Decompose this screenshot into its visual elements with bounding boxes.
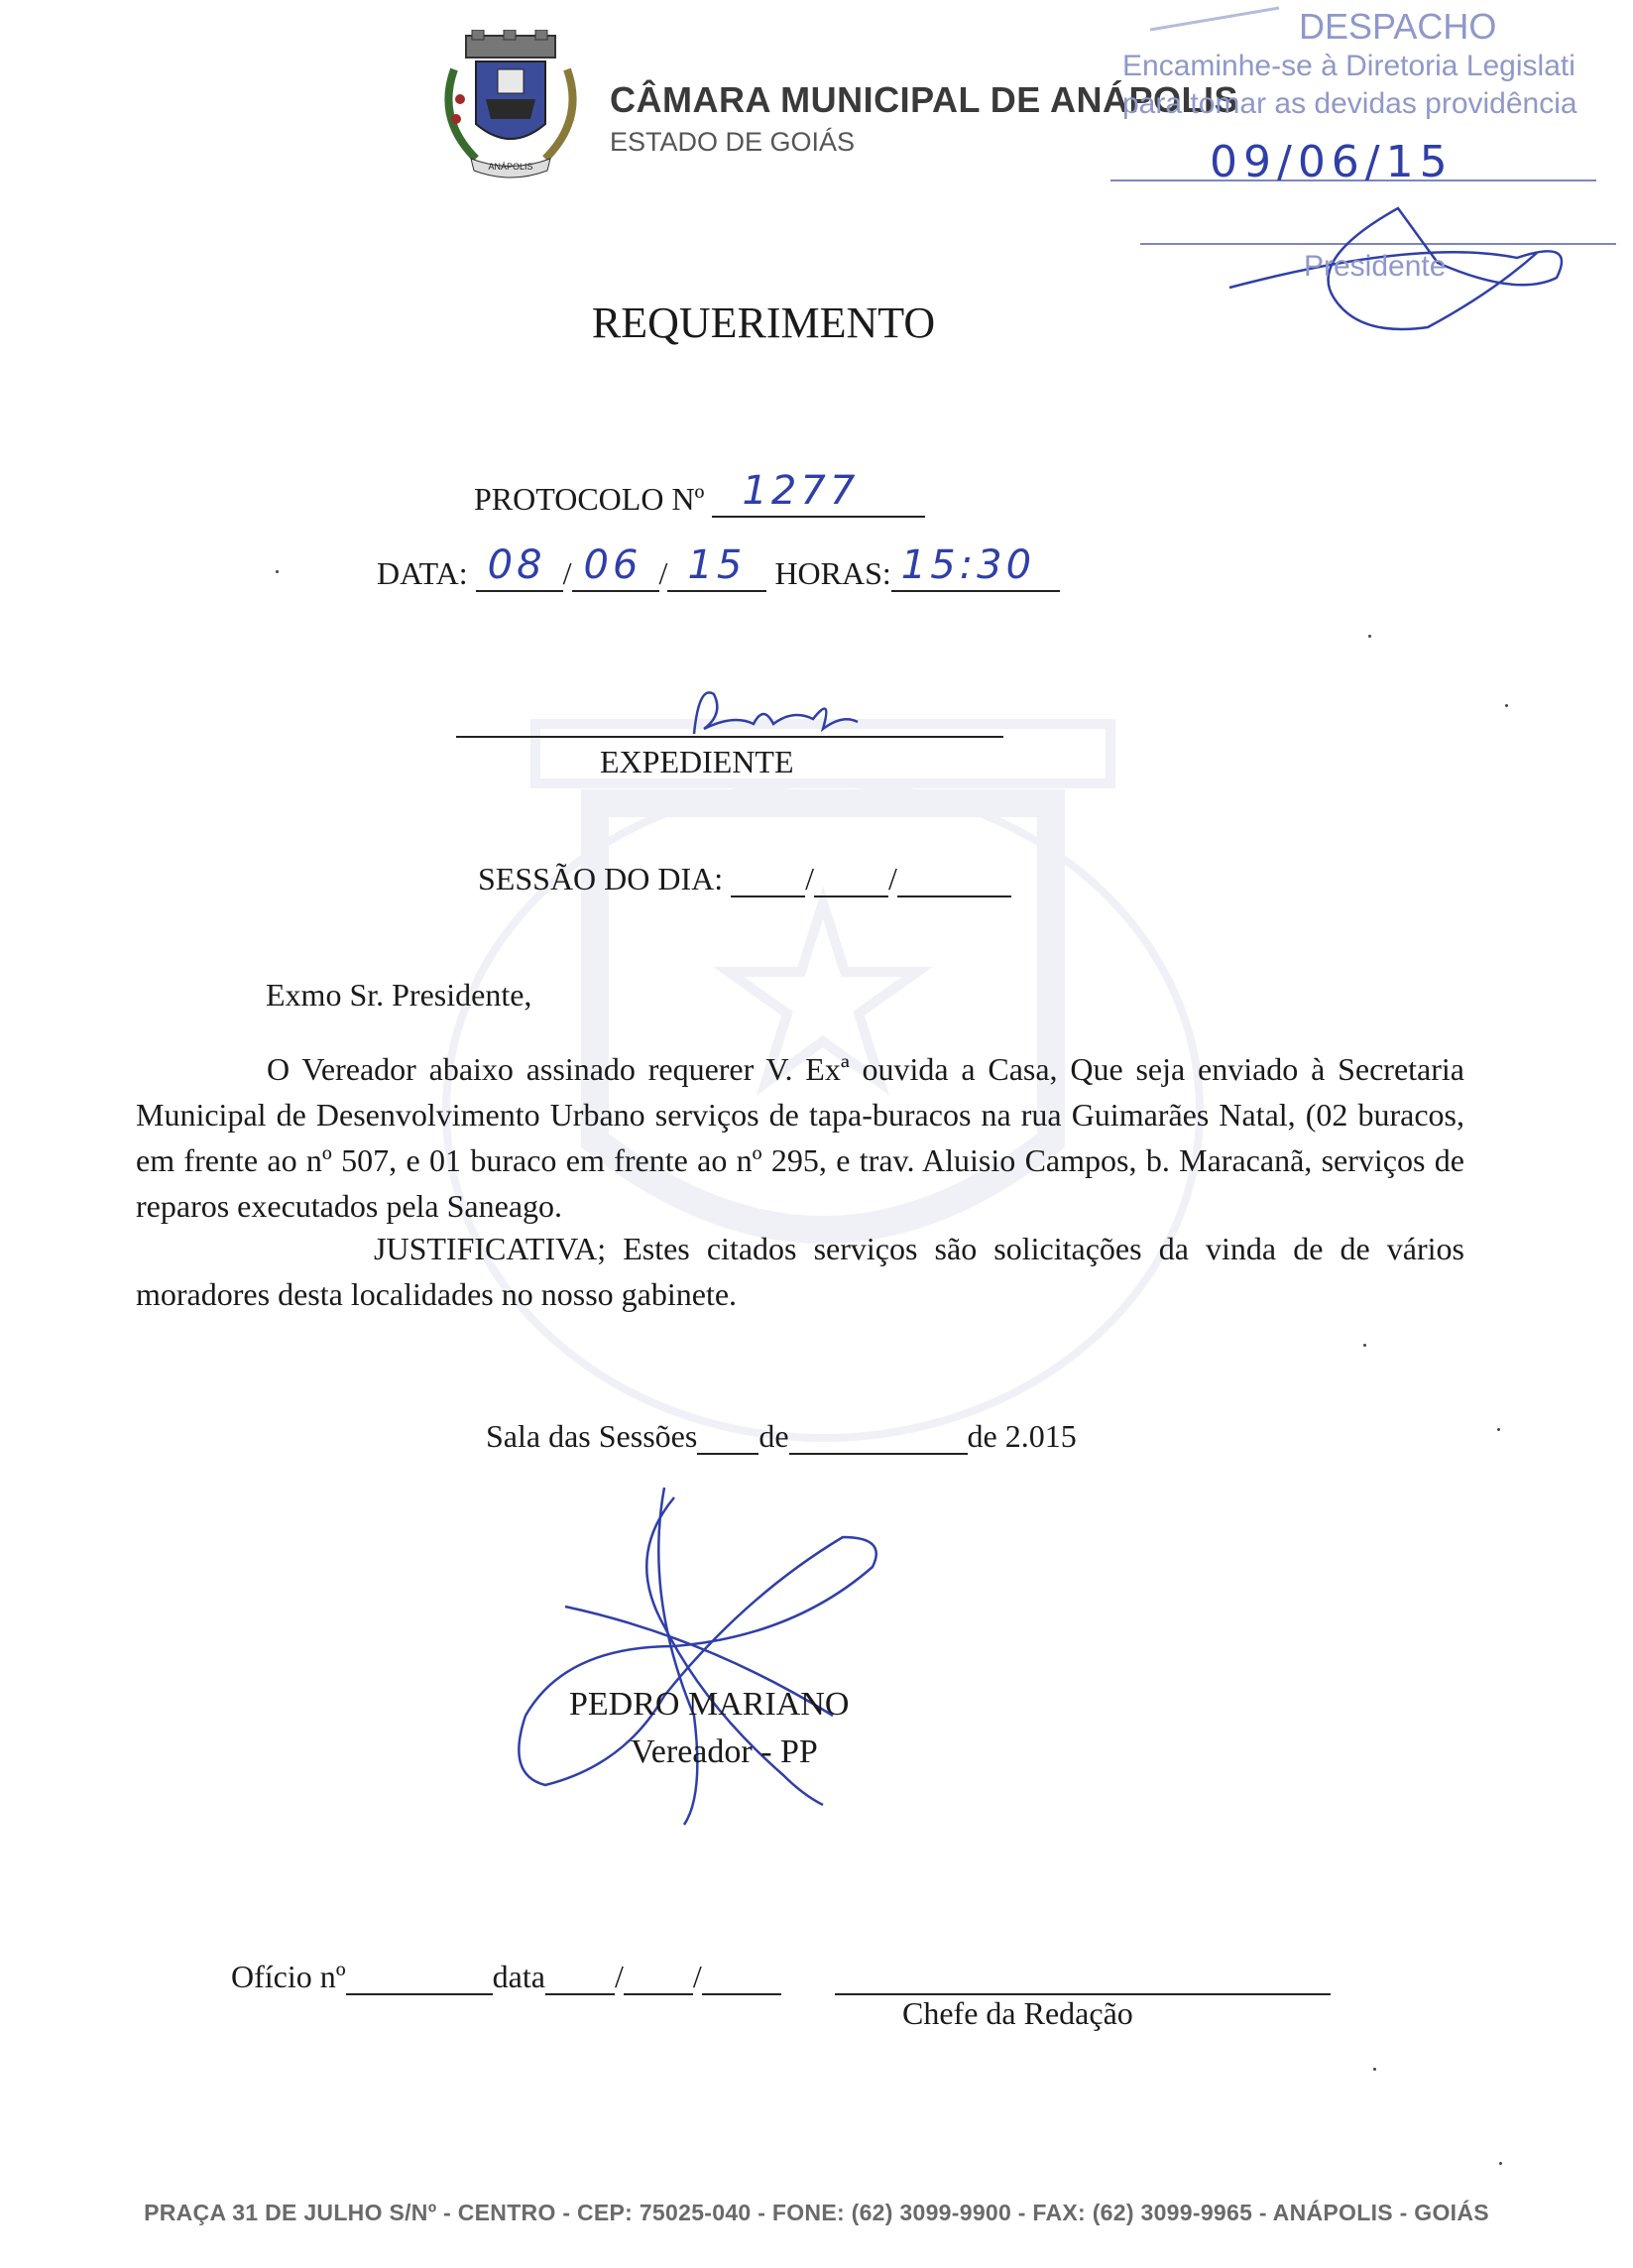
session-row: SESSÃO DO DIA: / / xyxy=(478,861,1011,897)
date-day-value: 08 xyxy=(487,542,546,588)
session-day-field[interactable] xyxy=(731,862,805,897)
oficio-row: Ofício nº data / / xyxy=(231,1959,781,1995)
session-year-field[interactable] xyxy=(897,862,1011,897)
protocol-label: PROTOCOLO Nº xyxy=(474,481,705,517)
vereador-signature xyxy=(506,1478,902,1835)
request-paragraph: O Vereador abaixo assinado requerer V. Exª ouvida a Casa, Que seja enviado à Secretaria Municipal de Desenvolvimento Urbano serviços de tapa-buracos na rua Guimarães Natal, (02 buracos, em frente ao nº 507, e 01 buraco em frente ao nº 295, e trav. Aluisio Campos, b. Maracanã, serviços de reparos executados pela Saneago. xyxy=(136,1051,1464,1224)
protocol-value: 1277 xyxy=(742,468,860,514)
oficio-number-field[interactable] xyxy=(346,1960,493,1995)
chamber-name: CÂMARA MUNICIPAL DE ANÁPOLIS xyxy=(610,79,1238,120)
chefe-label: Chefe da Redação xyxy=(902,1995,1133,2031)
expediente-label: EXPEDIENTE xyxy=(600,744,794,779)
stamp-text-line-1: Encaminhe-se à Diretoria Legislati xyxy=(1122,50,1575,82)
oficio-year-field[interactable] xyxy=(702,1960,781,1995)
footer-address: PRAÇA 31 DE JULHO S/Nº - CENTRO - CEP: 75025-040 - FONE: (62) 3099-9900 - FAX: (62) 3099-9965 - ANÁPOLIS - GOIÁS xyxy=(144,2200,1489,2225)
justification-paragraph: JUSTIFICATIVA; Estes citados serviços são solicitações da vinda de de vários moradores desta localidades no nosso gabinete. xyxy=(136,1231,1464,1312)
coat-of-arms-logo xyxy=(436,30,585,188)
sala-prefix: Sala das Sessões xyxy=(486,1418,698,1454)
date-year-field[interactable] xyxy=(667,542,766,592)
signer-name: PEDRO MARIANO xyxy=(569,1686,850,1723)
protocol-field[interactable] xyxy=(712,468,925,518)
svg-text:ANÁPOLIS: ANÁPOLIS xyxy=(488,162,533,172)
state-name: ESTADO DE GOIÁS xyxy=(610,127,856,157)
session-label: SESSÃO DO DIA: xyxy=(478,861,724,896)
signer-role: Vereador - PP xyxy=(631,1733,818,1770)
date-row: DATA: 08 / 06 / 15 HORAS: 15:30 xyxy=(377,555,1060,592)
date-month-value: 06 xyxy=(583,542,642,588)
sala-month-field[interactable] xyxy=(789,1419,968,1455)
sala-de-label: de xyxy=(758,1418,789,1454)
date-year-value: 15 xyxy=(687,542,747,588)
stamp-president-label: Presidente xyxy=(1304,250,1447,283)
session-month-field[interactable] xyxy=(814,862,888,897)
sala-day-field[interactable] xyxy=(697,1419,758,1455)
date-month-field[interactable] xyxy=(572,542,659,592)
hours-value: 15:30 xyxy=(900,542,1036,588)
sala-das-sessoes-row xyxy=(486,1418,1077,1455)
sala-suffix: de 2.015 xyxy=(967,1418,1077,1454)
oficio-month-field[interactable] xyxy=(624,1960,693,1995)
stamp-text-line-2: para tomar as devidas providência xyxy=(1122,87,1577,120)
date-label: DATA: xyxy=(377,555,468,591)
salutation: Exmo Sr. Presidente, xyxy=(266,977,532,1013)
dispatch-stamp xyxy=(1101,0,1633,337)
oficio-data-label: data xyxy=(492,1959,545,1994)
document-title: REQUERIMENTO xyxy=(591,298,936,347)
hours-field[interactable] xyxy=(891,542,1060,592)
protocol-row xyxy=(474,468,925,518)
stamp-title: DESPACHO xyxy=(1299,6,1497,47)
oficio-day-field[interactable] xyxy=(545,1960,615,1995)
stamp-handwritten-date: 09/06/15 xyxy=(1210,137,1454,187)
hours-label: HORAS: xyxy=(774,555,891,591)
expediente-initials-signature xyxy=(674,674,873,754)
oficio-label: Ofício nº xyxy=(231,1959,346,1994)
date-day-field[interactable] xyxy=(476,542,563,592)
